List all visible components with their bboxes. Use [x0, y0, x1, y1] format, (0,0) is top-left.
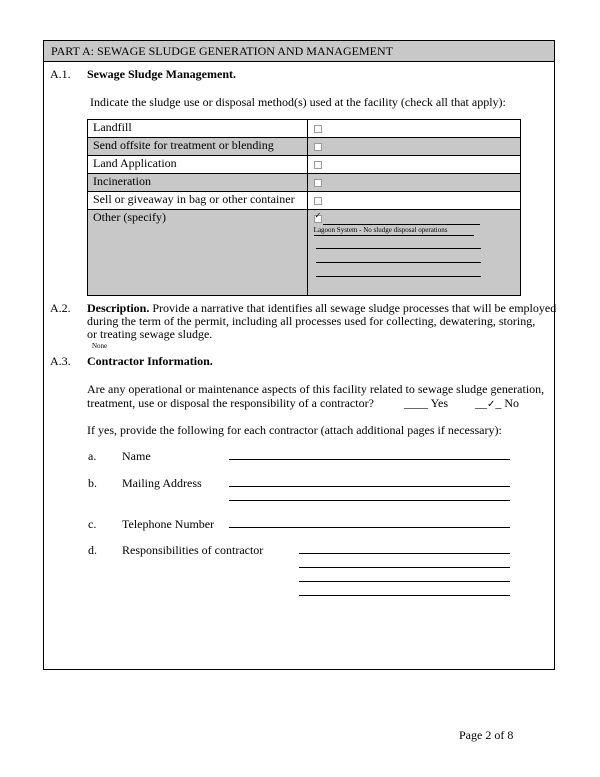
a2-text-line2: during the term of the permit, including all processes used for collecting, dewatering, storing,	[87, 314, 536, 328]
offsite-treatment-checkbox[interactable]	[314, 143, 322, 151]
method-checkbox-cell	[307, 156, 520, 174]
page-number: Page 2 of 8	[459, 728, 514, 742]
other-blank-line[interactable]	[316, 262, 481, 263]
other-specify-underline	[314, 235, 474, 236]
method-label: Send offsite for treatment or blending	[88, 138, 308, 156]
sell-giveaway-checkbox[interactable]	[314, 197, 322, 205]
other-blank-line	[323, 224, 480, 225]
responsibilities-field[interactable]	[299, 553, 510, 554]
a1-instruction: Indicate the sludge use or disposal method(s) used at the facility (check all that apply):	[90, 95, 506, 109]
a2-title: Description.	[87, 301, 150, 315]
a2-paragraph	[87, 301, 556, 315]
method-label: Incineration	[88, 174, 308, 192]
method-checkbox-cell	[307, 138, 520, 156]
incineration-checkbox[interactable]	[314, 179, 322, 187]
responsibilities-field[interactable]	[299, 567, 510, 568]
method-row-sell-giveaway	[88, 192, 521, 210]
no-blank[interactable]: __	[475, 396, 487, 410]
other-blank-line[interactable]	[316, 248, 481, 249]
landfill-checkbox[interactable]	[314, 125, 322, 133]
a2-number: A.2.	[50, 301, 71, 315]
method-checkbox-cell	[307, 210, 520, 296]
no-label: No	[504, 396, 520, 410]
method-label: Other (specify)	[88, 210, 308, 296]
contractor-name-field[interactable]	[229, 459, 510, 460]
a2-text-line1: Provide a narrative that identifies all sewage sludge processes that will be employed	[152, 301, 557, 315]
method-row-incineration	[88, 174, 521, 192]
contractor-name-label: Name	[122, 449, 151, 463]
no-blank[interactable]: _	[495, 396, 502, 410]
no-option[interactable]	[475, 396, 519, 412]
land-application-checkbox[interactable]	[314, 161, 322, 169]
a2-text-line3: or treating sewage sludge.	[87, 327, 213, 341]
no-check-icon: ✓	[487, 399, 496, 410]
method-checkbox-cell	[307, 120, 520, 138]
method-checkbox-cell	[307, 192, 520, 210]
responsibilities-field[interactable]	[299, 595, 510, 596]
a3-question-line1: Are any operational or maintenance aspects of this facility related to sewage sludge generation,	[87, 382, 545, 396]
responsibilities-field[interactable]	[299, 581, 510, 582]
item-letter: a.	[88, 449, 97, 463]
a3-number: A.3.	[50, 354, 71, 368]
part-header: PART A: SEWAGE SLUDGE GENERATION AND MANAGEMENT	[43, 40, 555, 62]
yes-option[interactable]	[404, 396, 448, 410]
other-blank-line[interactable]	[316, 276, 481, 277]
telephone-field[interactable]	[229, 527, 510, 528]
method-label: Sell or giveaway in bag or other container	[88, 192, 308, 210]
a1-title: Sewage Sludge Management.	[87, 67, 236, 81]
method-row-land-application	[88, 156, 521, 174]
method-row-landfill	[88, 120, 521, 138]
mailing-address-field[interactable]	[229, 486, 510, 487]
disposal-methods-table	[87, 119, 521, 296]
item-letter: d.	[88, 543, 97, 557]
a2-answer[interactable]: None	[92, 342, 108, 350]
responsibilities-label: Responsibilities of contractor	[122, 543, 264, 557]
method-checkbox-cell	[307, 174, 520, 192]
mailing-address-label: Mailing Address	[122, 476, 202, 490]
other-specify-text[interactable]: Lagoon System - No sludge disposal operations	[313, 226, 448, 234]
method-row-other	[88, 210, 521, 296]
yes-blank[interactable]: ____	[404, 396, 428, 410]
a3-title: Contractor Information.	[87, 354, 213, 368]
yes-label: Yes	[430, 396, 449, 410]
a1-number: A.1.	[50, 67, 71, 81]
item-letter: c.	[88, 517, 97, 531]
method-label: Landfill	[88, 120, 308, 138]
other-checkbox[interactable]	[314, 215, 322, 223]
if-yes-instruction: If yes, provide the following for each contractor (attach additional pages if necessary):	[87, 423, 502, 437]
a3-question-line2: treatment, use or disposal the responsibility of a contractor?	[87, 396, 374, 410]
telephone-label: Telephone Number	[122, 517, 215, 531]
method-row-offsite	[88, 138, 521, 156]
item-letter: b.	[88, 476, 97, 490]
method-label: Land Application	[88, 156, 308, 174]
mailing-address-field[interactable]	[229, 500, 510, 501]
